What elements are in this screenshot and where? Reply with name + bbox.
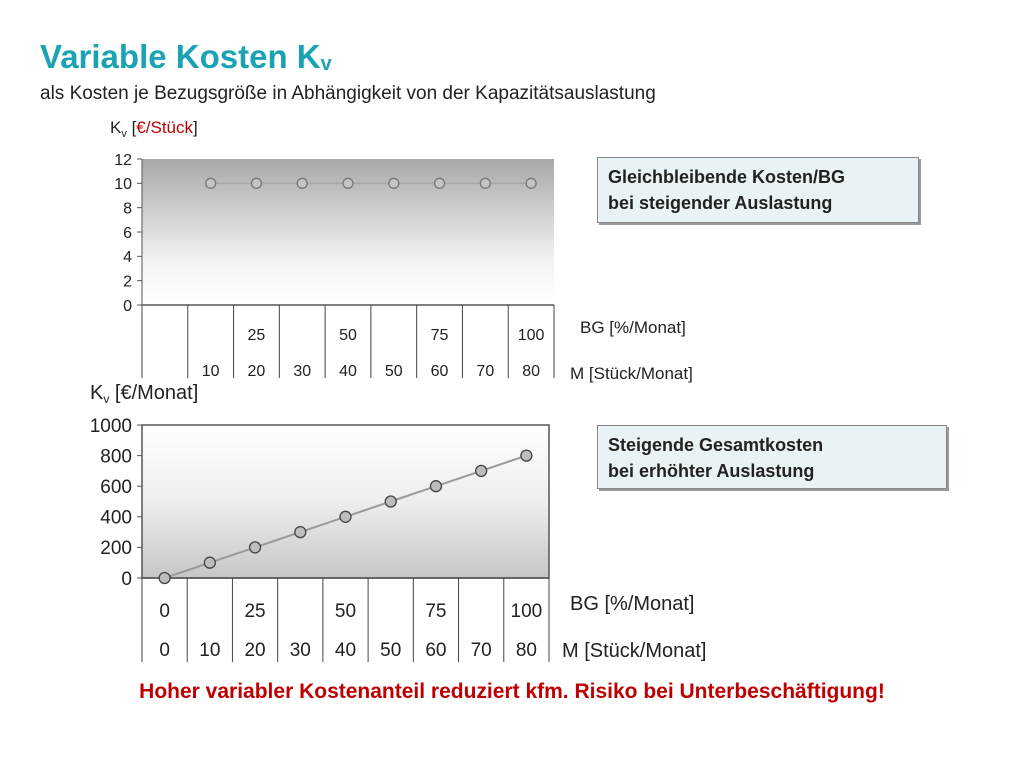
note-line: bei erhöhter Auslastung bbox=[608, 461, 815, 481]
x-m-tick-label: 60 bbox=[425, 640, 447, 661]
x-bg-tick-label: 25 bbox=[244, 601, 266, 622]
x-m-tick-label: 0 bbox=[159, 640, 170, 661]
data-point bbox=[526, 178, 536, 188]
x-m-tick-label: 60 bbox=[430, 363, 449, 380]
x-bg-tick-label: 50 bbox=[339, 327, 357, 344]
x-bg-tick-label: 25 bbox=[247, 327, 266, 344]
x-m-tick-label: 30 bbox=[289, 640, 311, 661]
cost-per-unit-chart bbox=[114, 152, 554, 380]
data-point bbox=[430, 481, 441, 492]
data-point bbox=[343, 178, 353, 188]
note-line: bei steigender Auslastung bbox=[608, 193, 833, 213]
x-bg-tick-label: 100 bbox=[517, 327, 545, 344]
y-tick-label: 800 bbox=[100, 446, 132, 468]
y-tick-label: 12 bbox=[114, 151, 132, 169]
bottom-m-axis-label: M [Stück/Monat] bbox=[562, 640, 707, 662]
y-tick-label: 0 bbox=[121, 568, 132, 590]
x-m-tick-label: 40 bbox=[339, 363, 357, 380]
data-point bbox=[159, 573, 170, 584]
plot-area bbox=[142, 425, 549, 578]
data-point bbox=[480, 178, 490, 188]
note-line: Gleichbleibende Kosten/BG bbox=[608, 167, 846, 187]
y-tick-label: 8 bbox=[123, 200, 132, 218]
total-variable-cost-chart bbox=[90, 416, 549, 662]
x-m-tick-label: 20 bbox=[247, 363, 266, 380]
y-tick-label: 0 bbox=[123, 297, 132, 315]
top-m-axis-label: M [Stück/Monat] bbox=[570, 364, 693, 383]
y-tick-label: 6 bbox=[123, 224, 132, 242]
x-m-tick-label: 20 bbox=[244, 640, 266, 661]
risk-footnote: Hoher variabler Kostenanteil reduziert kfm. Risiko bei Unterbeschäftigung! bbox=[139, 680, 885, 703]
x-m-tick-label: 70 bbox=[470, 640, 492, 661]
y-tick-label: 600 bbox=[100, 477, 132, 499]
y-tick-label: 1000 bbox=[89, 415, 132, 437]
data-point bbox=[476, 465, 487, 476]
x-m-tick-label: 10 bbox=[201, 363, 220, 380]
x-m-tick-label: 30 bbox=[293, 363, 312, 380]
data-point bbox=[521, 450, 532, 461]
top-chart-y-unit: $K_v$ [€/Stück] bbox=[110, 118, 198, 140]
x-m-tick-label: 80 bbox=[522, 363, 541, 380]
data-point bbox=[389, 178, 399, 188]
data-point bbox=[297, 178, 307, 188]
data-point bbox=[435, 178, 445, 188]
x-m-tick-label: 50 bbox=[380, 640, 402, 661]
y-tick-label: 2 bbox=[123, 273, 132, 291]
data-point bbox=[251, 178, 261, 188]
note-line: Steigende Gesamtkosten bbox=[608, 435, 824, 455]
x-bg-tick-label: 0 bbox=[159, 601, 170, 622]
y-tick-label: 400 bbox=[100, 507, 132, 529]
page-title: Variable Kosten $K_v$ bbox=[40, 38, 332, 75]
data-point bbox=[340, 511, 351, 522]
top-bg-axis-label: BG [%/Monat] bbox=[580, 318, 686, 337]
bottom-bg-axis-label: BG [%/Monat] bbox=[570, 593, 695, 615]
x-m-tick-label: 10 bbox=[199, 640, 221, 661]
y-tick-label: 200 bbox=[100, 538, 132, 560]
x-m-tick-label: 40 bbox=[334, 640, 357, 661]
x-m-tick-label: 70 bbox=[476, 363, 495, 380]
page-subtitle: als Kosten je Bezugsgröße in Abhängigkeit von der Kapazitätsauslastung bbox=[40, 83, 656, 104]
data-point bbox=[204, 557, 215, 568]
data-point bbox=[385, 496, 396, 507]
x-bg-tick-label: 50 bbox=[334, 601, 357, 622]
y-tick-label: 10 bbox=[114, 176, 132, 194]
x-bg-tick-label: 100 bbox=[510, 601, 543, 622]
x-m-tick-label: 80 bbox=[515, 640, 537, 661]
x-m-tick-label: 50 bbox=[384, 363, 403, 380]
data-point bbox=[206, 178, 216, 188]
data-point bbox=[250, 542, 261, 553]
x-bg-tick-label: 75 bbox=[425, 601, 447, 622]
y-tick-label: 4 bbox=[123, 249, 132, 267]
x-bg-tick-label: 75 bbox=[430, 327, 449, 344]
data-point bbox=[295, 527, 306, 538]
bottom-chart-y-unit: $K_v$ [€/Monat] bbox=[90, 382, 199, 406]
